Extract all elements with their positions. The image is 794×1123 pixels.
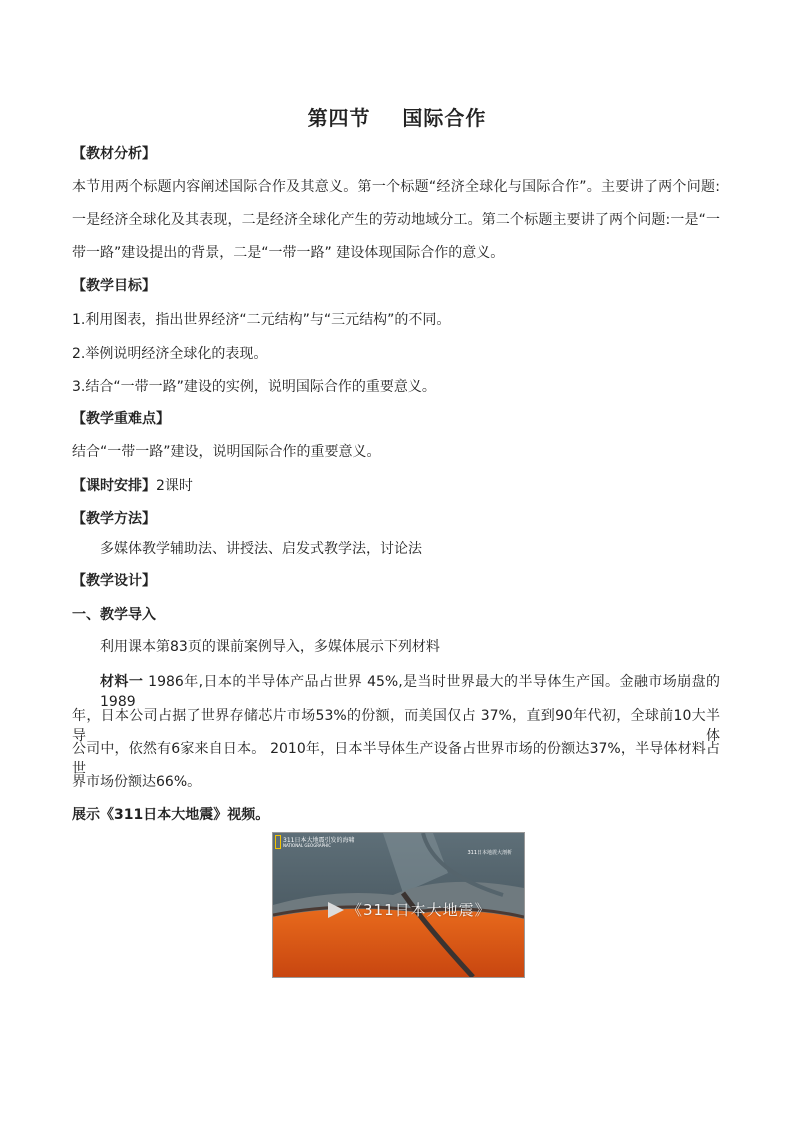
goal-item: 3.结合“一带一路”建设的实例，说明国际合作的重要意义。 — [72, 379, 436, 395]
analysis-line: 本节用两个标题内容阐述国际合作及其意义。第一个标题“经济全球化与国际合作”。主要讲了两个问题: — [72, 179, 720, 195]
analysis-heading: 【教材分析】 — [72, 146, 156, 162]
schedule-line — [72, 476, 193, 496]
goal-item: 2.举例说明经济全球化的表现。 — [72, 346, 268, 362]
page-title: 第四节 国际合作 — [307, 106, 487, 130]
analysis-line: 一是经济全球化及其表现，二是经济全球化产生的劳动地域分工。第二个标题主要讲了两个问题:一是“一 — [72, 212, 720, 228]
video-thumbnail[interactable] — [272, 832, 525, 978]
goals-heading: 【教学目标】 — [72, 278, 156, 294]
methods-text: 多媒体教学辅助法、讲授法、启发式教学法，讨论法 — [100, 541, 422, 557]
step1-heading: 一、教学导入 — [72, 607, 156, 623]
material-label: 材料一 — [100, 674, 144, 690]
video-label: 《311日本大地震》 — [347, 901, 491, 919]
goal-item: 1.利用图表，指出世界经济“二元结构”与“三元结构”的不同。 — [72, 312, 451, 328]
video-caption: 展示《311日本大地震》视频。 — [72, 807, 270, 823]
material-text: 1986年,日本的半导体产品占世界 45%,是当时世界最大的半导体生产国。金融市场崩盘的1989 — [100, 674, 721, 710]
analysis-line: 带一路”建设提出的背景，二是“一带一路” 建设体现国际合作的意义。 — [72, 245, 505, 261]
logo-text: NATIONAL GEOGRAPHIC — [283, 843, 332, 848]
material-line: 界市场份额达66%。 — [72, 774, 202, 790]
material-line: 年，日本公司占据了世界存储芯片市场53%的份额，而美国仅占 37%，直到90年代初，全球前10大半导体 — [72, 708, 720, 744]
key-points-heading: 【教学重难点】 — [72, 411, 170, 427]
video-overlay-title: 311日本大地震引发的海啸 — [283, 837, 355, 844]
design-heading: 【教学设计】 — [72, 573, 156, 589]
schedule-heading: 【课时安排】 — [72, 478, 156, 494]
play-icon[interactable] — [326, 901, 346, 919]
material-line: 公司中，依然有6家来自日本。 2010年，日本半导体生产设备占世界市场的份额达37%，半导体材料占世 — [72, 741, 720, 777]
video-overlay-subtitle: 311日本地震大剖析 — [467, 850, 512, 856]
methods-heading: 【教学方法】 — [72, 511, 156, 527]
key-points-text: 结合“一带一路”建设，说明国际合作的重要意义。 — [72, 444, 381, 460]
schedule-value: 2课时 — [156, 478, 193, 494]
intro-text: 利用课本第83页的课前案例导入，多媒体展示下列材料 — [100, 639, 440, 655]
national-geographic-logo-icon — [275, 835, 281, 849]
